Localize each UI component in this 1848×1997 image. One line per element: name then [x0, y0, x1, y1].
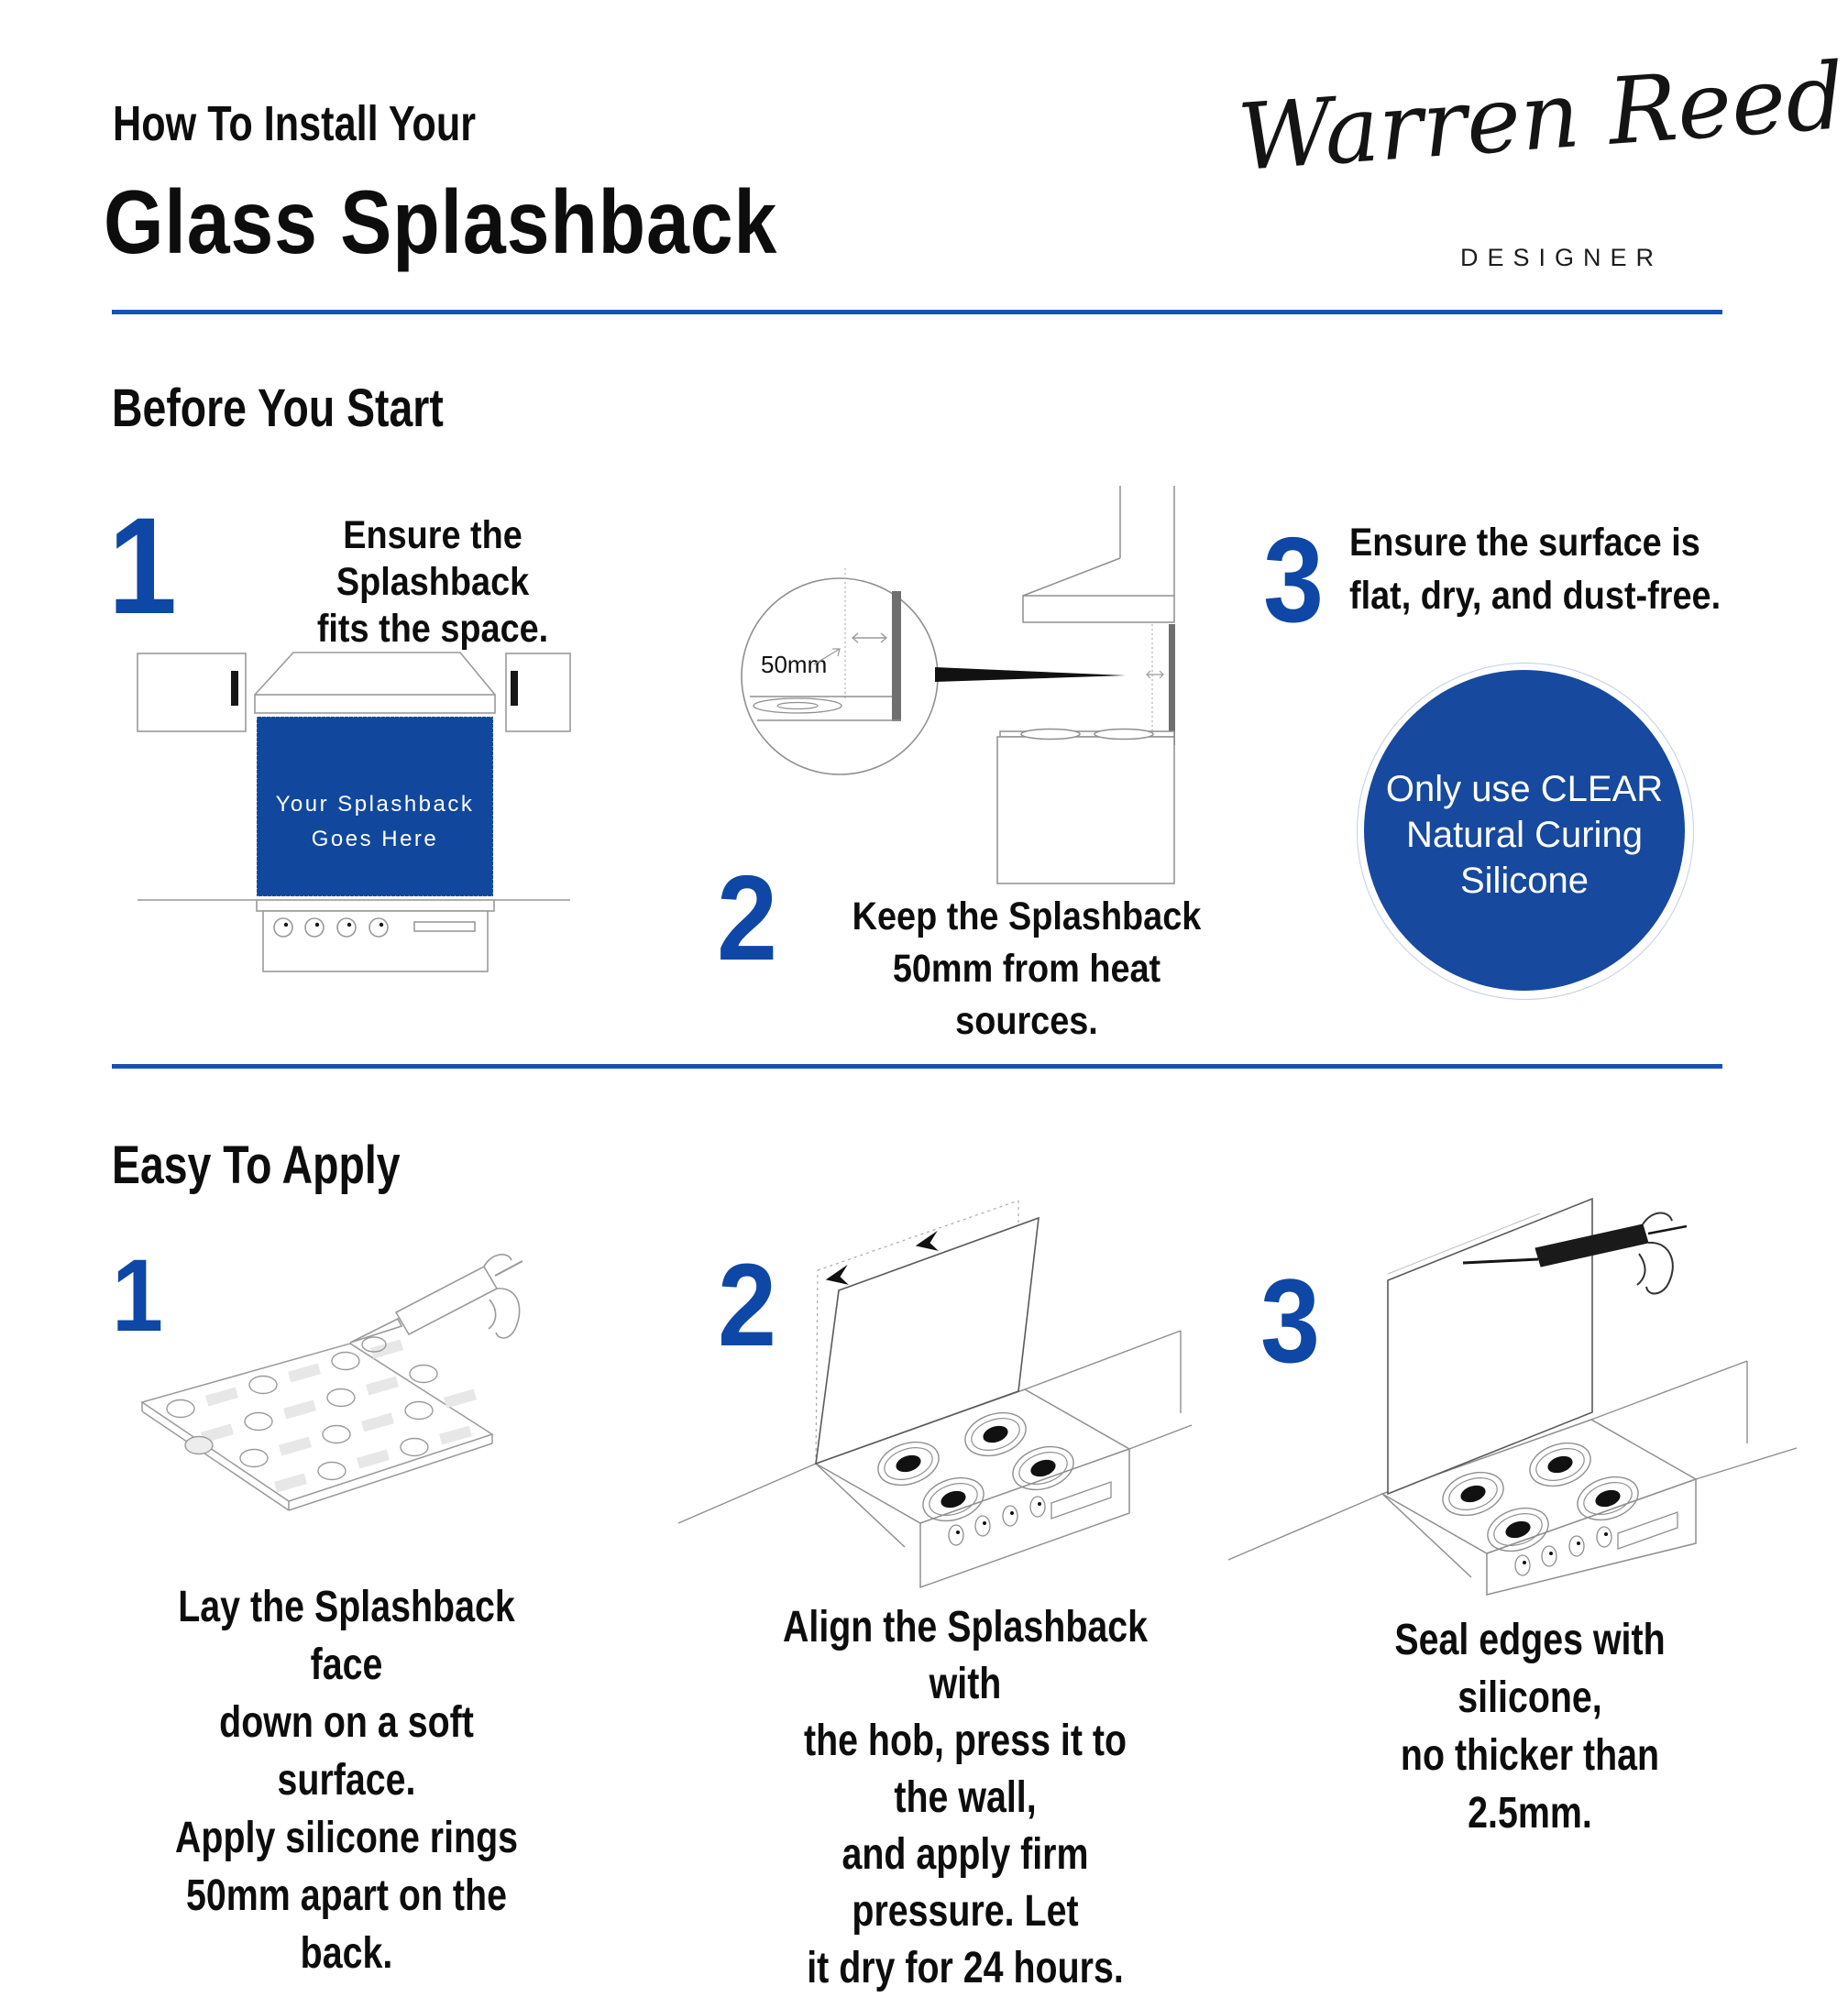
caption-line: Align the Splashback with: [782, 1603, 1149, 1708]
magnifier-callout-pointer: [935, 667, 1126, 682]
caption-line: Ensure the surface is: [1349, 521, 1700, 565]
silicone-badge-text: [1364, 766, 1685, 904]
hood-flare: [1023, 558, 1120, 596]
stove-top-edge: [257, 900, 494, 911]
section-heading-apply: Easy To Apply: [112, 1136, 401, 1195]
caption-line: the hob, press it to the wall,: [803, 1717, 1128, 1822]
brand-signature-logo: Warren Reed: [1234, 42, 1848, 192]
splashback-placeholder-text: Goes Here: [311, 827, 439, 851]
clearance-measurement-label: 50mm: [761, 651, 828, 678]
badge-line: Natural Curing: [1406, 815, 1643, 855]
caption-line: Ensure the Splashback: [336, 513, 530, 604]
page-title-line1: How To Install Your: [113, 96, 477, 151]
apply-step3-number: 3: [1260, 1254, 1321, 1388]
caption-line: fits the space.: [316, 607, 549, 651]
before-step3-number: 3: [1263, 512, 1325, 647]
before-step1-number: 1: [108, 488, 178, 642]
header-divider: [112, 310, 1722, 314]
apply-step1-number: 1: [112, 1238, 164, 1353]
caption-line: and apply firm pressure. Let: [842, 1830, 1089, 1936]
before-step2-caption: [833, 891, 1220, 1048]
cabinet-handle-icon: [511, 671, 518, 706]
section-divider: [112, 1064, 1722, 1069]
align-splashback-illustration: [678, 1182, 1192, 1595]
counter-front: [997, 737, 1174, 883]
stove-display: [414, 922, 475, 931]
knob-dot: [347, 923, 351, 927]
caption-line: sources.: [955, 999, 1098, 1043]
caption-line: 50mm from heat: [892, 947, 1161, 991]
cooker-hood-top: [255, 653, 495, 695]
brand-logo-subtitle: DESIGNER: [1460, 244, 1664, 271]
caption-line: down on a soft surface.: [219, 1698, 474, 1805]
splashback-side-view: [1169, 624, 1175, 745]
caption-line: it dry for 24 hours.: [807, 1944, 1124, 1992]
left-cabinet: [138, 653, 246, 731]
apply-step3-caption: [1338, 1611, 1722, 1842]
caption-line: Lay the Splashback face: [178, 1583, 515, 1689]
section-heading-before: Before You Start: [112, 379, 444, 438]
badge-line: Silicone: [1459, 861, 1590, 901]
caulk-gun-icon: [350, 1255, 522, 1343]
hood-body: [1023, 596, 1174, 622]
badge-line: Only use CLEAR: [1385, 769, 1664, 809]
stove-knob-icon: [274, 918, 292, 937]
fit-the-space-illustration: [136, 632, 585, 1017]
cabinet-handle-icon: [231, 671, 238, 706]
hob-burner: [1021, 730, 1080, 740]
small-width-arrow-icon: [1147, 671, 1163, 678]
caption-line: flat, dry, and dust-free.: [1349, 574, 1722, 618]
heat-clearance-illustration: [706, 477, 1219, 898]
splashback-side-view-zoom: [892, 591, 901, 721]
apply-step2-caption: [774, 1599, 1157, 1997]
stove-knob-icon: [337, 918, 356, 937]
knob-dot: [284, 923, 288, 927]
apply-step2-number: 2: [718, 1240, 777, 1371]
caption-line: 50mm apart on the back.: [186, 1871, 507, 1978]
stove-knob-icon: [305, 918, 324, 937]
apply-step1-caption: [155, 1578, 538, 1982]
knob-dot: [315, 923, 319, 927]
splashback-placeholder-text: Your Splashback: [275, 792, 475, 817]
caption-line: Seal edges with silicone,: [1394, 1616, 1666, 1722]
caption-line: Apply silicone rings: [175, 1814, 518, 1862]
caption-line: no thicker than 2.5mm.: [1400, 1731, 1660, 1838]
before-step2-number: 2: [717, 850, 778, 985]
knob-dot: [380, 923, 383, 927]
seal-edges-illustration: [1228, 1182, 1797, 1595]
stove-knob-icon: [369, 918, 388, 937]
page-title-line2: Glass Splashback: [104, 171, 778, 272]
apply-silicone-rings-illustration: [110, 1238, 550, 1553]
before-step3-caption: [1349, 516, 1753, 622]
cooker-hood-body: [255, 695, 495, 713]
hob-burner: [1094, 730, 1153, 740]
caption-line: Keep the Splashback: [852, 894, 1202, 938]
